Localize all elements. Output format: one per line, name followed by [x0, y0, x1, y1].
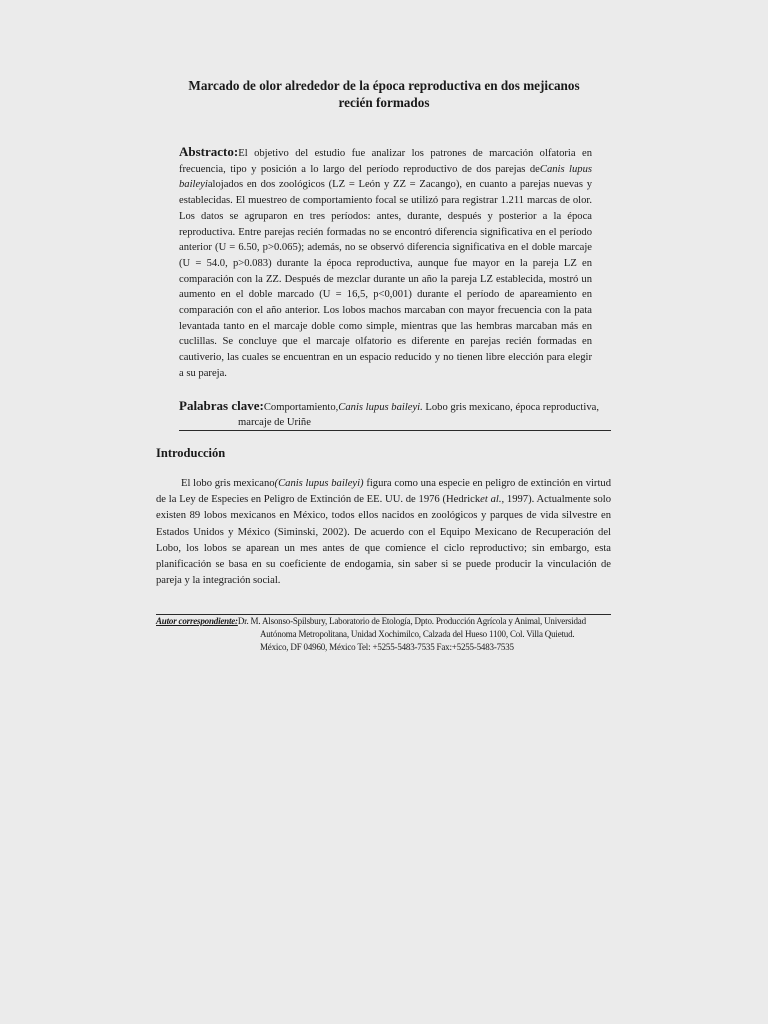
keywords-text-3: marcaje de Uriñe: [238, 417, 311, 428]
intro-text-3: 1997). Actualmente solo existen 89 lobos mexicanos en México, todos ellos nacidos en zoológicos y parques de vida silvestre en Estados Unidos y México (Siminski, 2002). De acuerdo con el Equipo Mexicano de Recuperación del Lobo, los lobos se aparean un mes antes de que comience el ciclo reproductivo; sin embargo, esta planificación se basa en su coeficiente de endogamia, sin saber si se puede producir la vinculación de pareja y la integración social.: [156, 494, 612, 587]
abstract-label: Abstracto:: [179, 144, 239, 159]
abstract-species: Canis lupus baileyi: [179, 163, 593, 191]
footnote-line-3: México, DF 04960, México Tel: +5255-5483-7535 Fax:+5255-5483-7535: [260, 642, 514, 652]
introduction-heading: Introducción: [156, 446, 226, 460]
paper-title: Marcado de olor alrededor de la época reproductiva en dos mejicanos recién formados: [188, 78, 580, 110]
intro-etal: et al.,: [480, 494, 505, 506]
footnote-label: Autor correspondiente:: [156, 616, 238, 626]
introduction-paragraph: [156, 476, 611, 589]
keywords: [179, 398, 599, 430]
keywords-label: Palabras clave:: [179, 398, 264, 413]
keywords-text-1: Comportamiento,: [263, 402, 339, 413]
footnote-line-1: Dr. M. Alsonso-Spilsbury, Laboratorio de Etología, Dpto. Producción Agrícola y Animal, Universidad: [237, 616, 586, 626]
footnote-line-2: Autónoma Metropolitana, Unidad Xochimilco, Calzada del Hueso 1100, Col. Villa Quietud.: [260, 629, 575, 639]
intro-text-2: figura como una especie en peligro de extinción en virtud de la Ley de Especies en Peligro de Extinción de EE. UU. de 1976 (Hedrick: [156, 478, 612, 506]
abstract: [179, 144, 592, 382]
intro-species: (Canis lupus baileyi): [274, 478, 364, 489]
abstract-text-1: El objetivo del estudio fue analizar los patrones de marcación olfatoria en frecuencia, tipo y posición a lo largo del período reproductivo de dos parejas de: [179, 148, 592, 175]
keywords-text-2: Lobo gris mexicano, época reproductiva,: [422, 402, 599, 413]
abstract-text-2: alojados en dos zoológicos (LZ = León y ZZ = Zacango), en cuanto a parejas nuevas y establecidas. El muestreo de comportamiento focal se utilizó para registrar 1.211 marcas de olor. Los datos se agruparon en tres períodos: antes, durante, después y posterior a la época reproductiva. Entre parejas recién formadas no se encontró diferencia significativa en el período anterior (U = 6.50, p>0.065); además, no se observó diferencia significativa en el doble marcaje (U = 54.0, p>0.083) durante la época reproductiva, aunque fue mayor en la pareja LZ en comparación con la ZZ. Después de mezclar durante un año la pareja LZ establecida, mostró un aumento en el doble marcado (U = 16,5, p<0,001) durante el período de apareamiento en comparación con el año anterior. Los lobos machos marcaban con mayor frecuencia con la pata levantada tanto en el marcaje doble como simple, mientras que las hembras marcaban más en cuclillas. Se concluye que el marcaje olfatorio es diferente en parejas recién formadas en cautiverio, las cuales se encuentran en un espacio reducido y no tienen libre elección para elegir a su pareja.: [179, 179, 592, 379]
corresponding-author-footnote: [156, 615, 616, 654]
intro-text-1: El lobo gris mexicano: [181, 478, 275, 489]
keywords-divider: [179, 430, 611, 431]
keywords-species: Canis lupus baileyi.: [338, 402, 423, 413]
